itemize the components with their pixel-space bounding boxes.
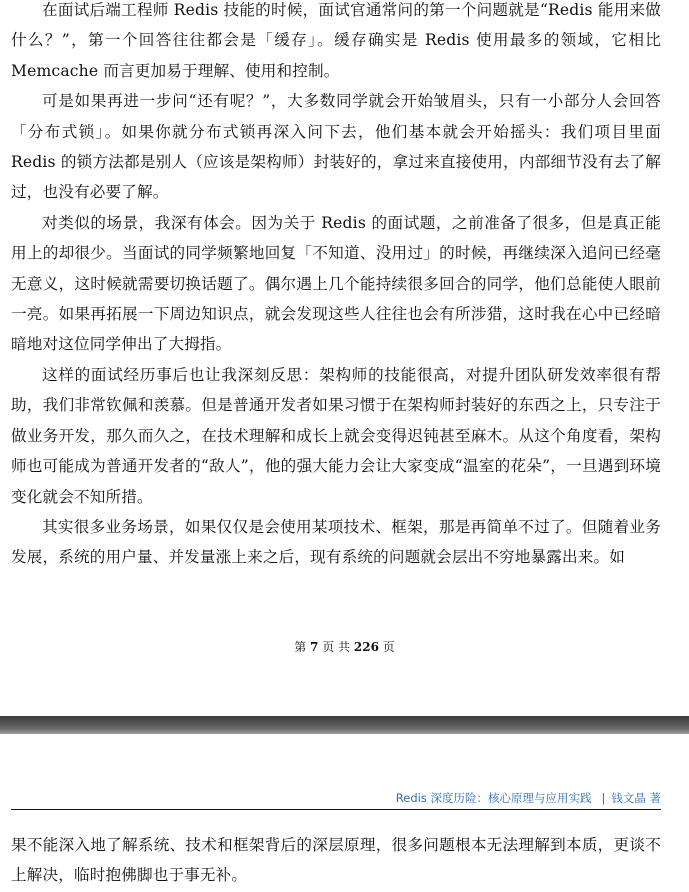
header-divider [11,809,661,810]
page-footer [0,638,689,655]
header-separator: | [601,791,606,805]
header-author: 钱文晶 著 [611,791,661,805]
footer-suffix: 页 [382,640,395,654]
footer-middle: 页 共 [322,640,351,654]
header-book-title: Redis 深度历险：核心原理与应用实践 [395,791,592,805]
page-header [396,790,661,806]
paragraph-reflection: 这样的面试经历事后也让我深刻反思：架构师的技能很高，对提升团队研发效率很有帮助，我们非常钦佩和羡慕。但是普通开发者如果习惯于在架构师封装好的东西之上，只专注于做业务开发，那久而久之，在技术理解和成长上就会变得迟钝甚至麻木。从这个角度看，架构师也可能成为普通开发者的“敌人”，他的强大能力会让大家变成“温室的花朵”，一旦遇到环境变化就会不知所措。 [11,365,661,506]
paragraph-business-scenarios: 其实很多业务场景，如果仅仅是会使用某项技术、框架，那是再简单不过了。但随着业务发展，系统的用户量、并发量涨上来之后，现有系统的问题就会层出不穷地暴露出来。如 [11,517,661,567]
paragraph-interview-experience: 对类似的场景，我深有体会。因为关于 Redis 的面试题，之前准备了很多，但是真正能用上的却很少。当面试的同学频繁地回复「不知道、没用过」的时候，再继续深入追问已经毫无意义，这时候就需要切换话题了。偶尔遇上几个能持续很多回合的同学，他们总能使人眼前一亮。如果再拓展一下周边知识点，就会发现这些人往往也会有所涉猎，这时我在心中已经暗暗地对这位同学伸出了大拇指。 [11,213,661,354]
page-body [11,0,661,573]
footer-total-pages: 226 [353,640,379,654]
paragraph-distributed-lock: 可是如果再进一步问“还有呢？”，大多数同学就会开始皱眉头，只有一小部分人会回答「分布式锁」。如果你就分布式锁再深入问下去，他们基本就会开始摇头：我们项目里面 Redis 的锁方法都是别人（应该是架构师）封装好的，拿过来直接使用，内部细节没有去了解过，也没有必要了解。 [11,92,661,202]
footer-page-number: 7 [310,640,319,654]
paragraph-continuation: 果不能深入地了解系统、技术和框架背后的深层原理，很多问题根本无法理解到本质，更谈不上解决，临时抱佛脚也于事无补。 [11,836,661,885]
document-page-8 [0,734,689,892]
page-body [11,830,661,891]
page-gap [0,716,689,734]
paragraph-intro: 在面试后端工程师 Redis 技能的时候，面试官通常问的第一个问题就是“Redis 能用来做什么？”，第一个回答往往都会是「缓存」。缓存确实是 Redis 使用最多的领域，它相比 Memcache 而言更加易于理解、使用和控制。 [11,1,661,80]
footer-prefix: 第 [294,640,307,654]
